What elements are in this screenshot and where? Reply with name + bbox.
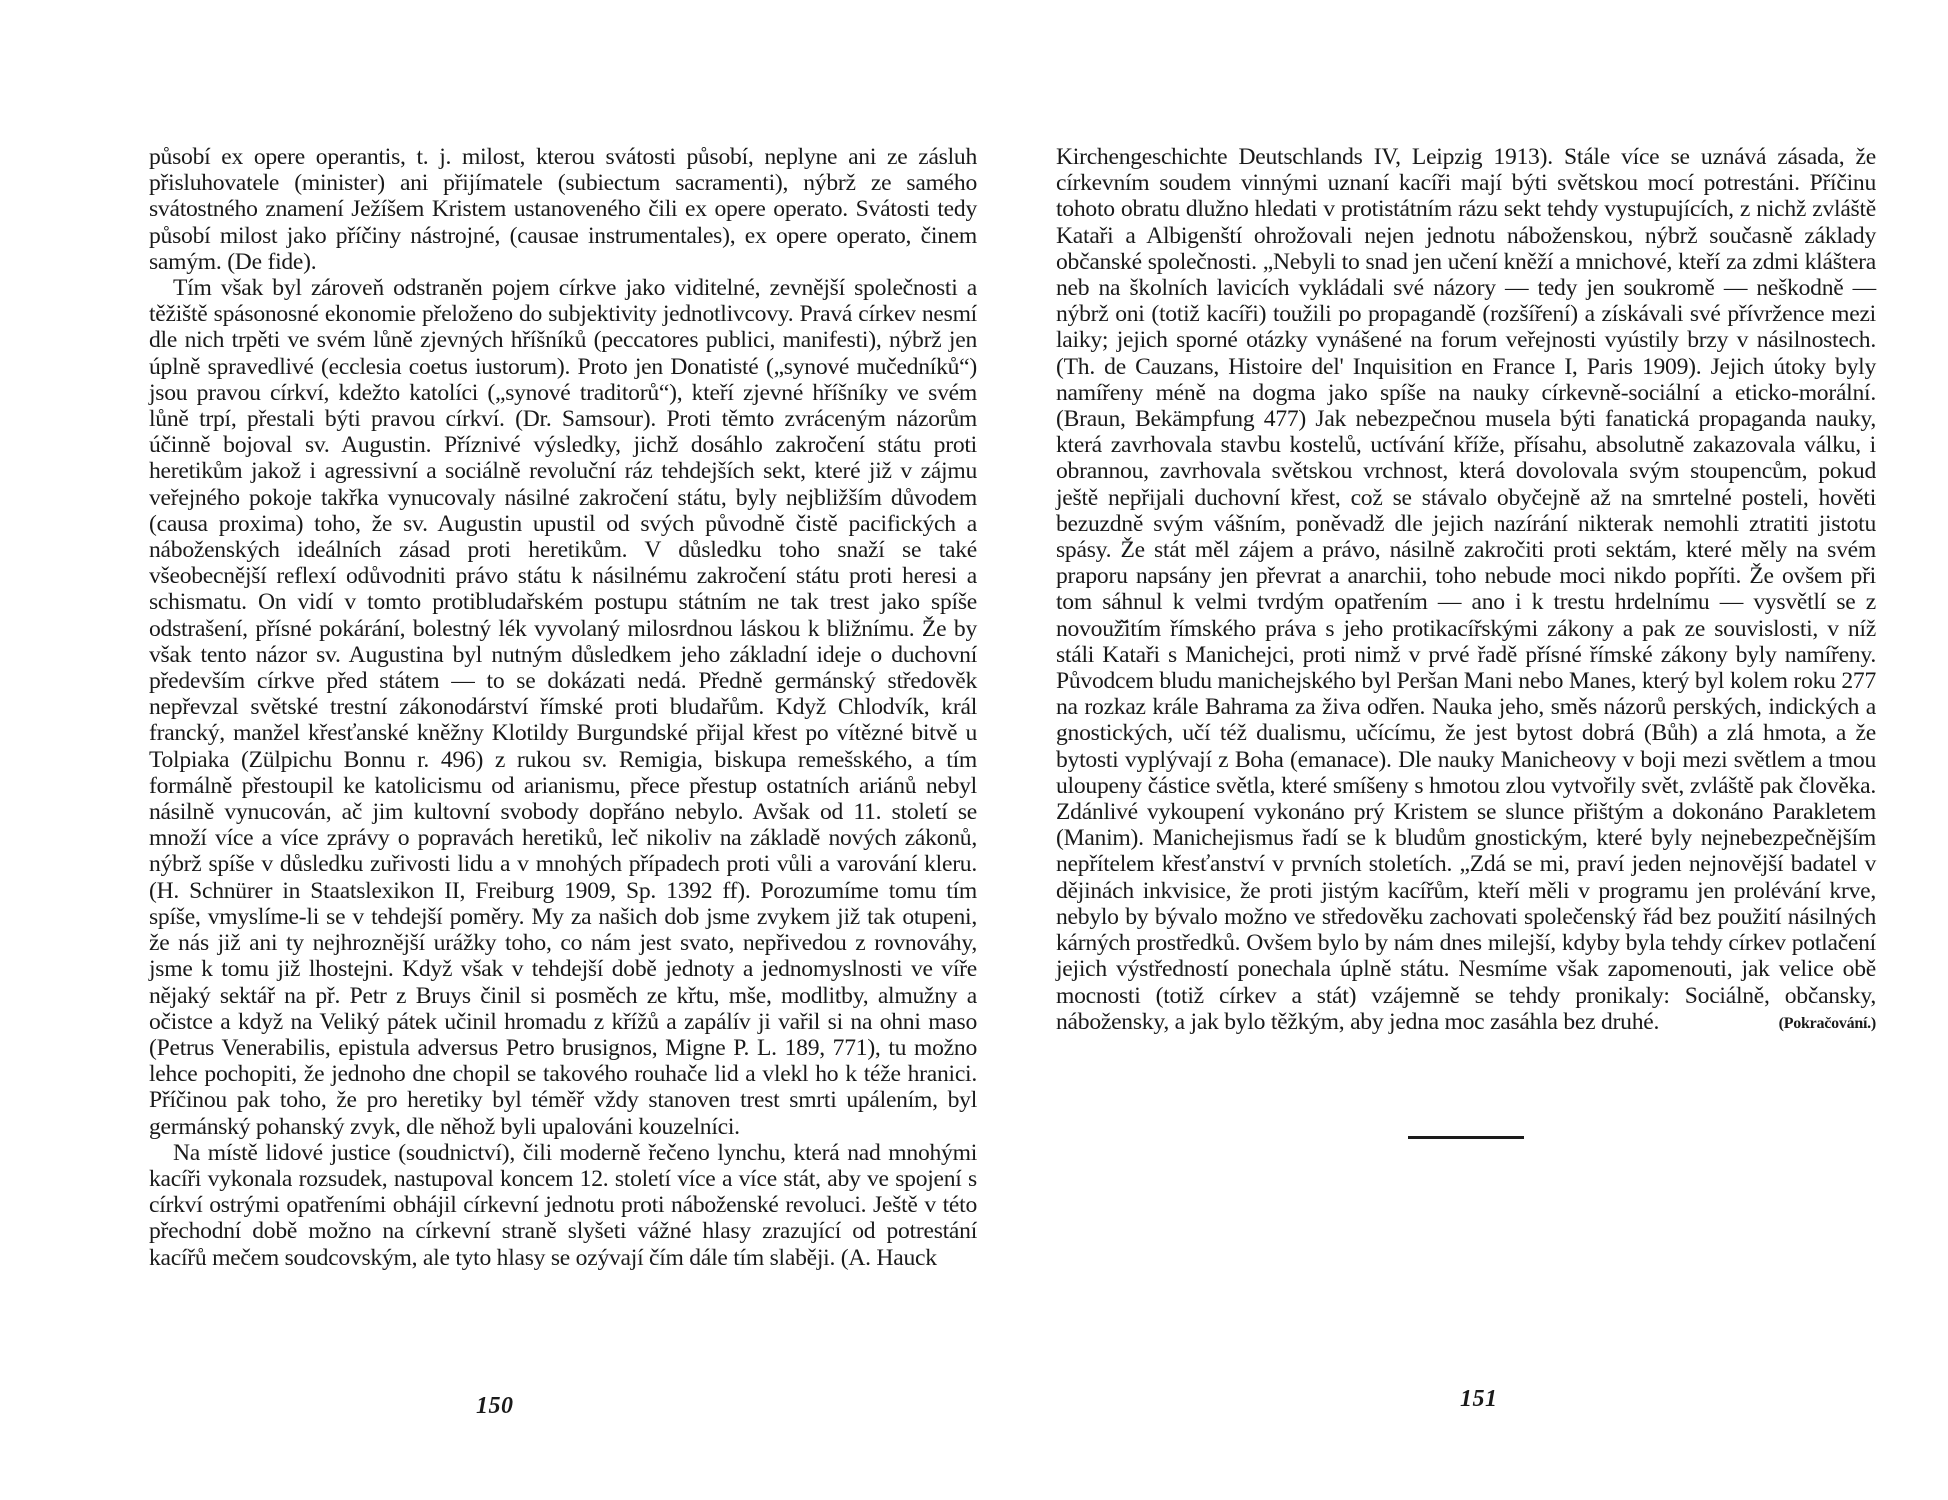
left-paragraph-3: Na místě lidové justice (soudnictví), čili moderně řečeno lynchu, která nad mnohými kacíři vykonala rozsudek, nastupoval koncem 12. století více a více stát, aby ve spojení s církví ostrými opatřeními obhájil církevní jednotu proti náboženské revoluci. Ještě v této přechodní době možno na církevní straně slyšeti vážné hlasy zrazující od potrestání kacířů mečem soudcovským, ale tyto hlasy se ozývají čím dále tím slaběji. (A. Hauck xyxy=(149,1139,977,1271)
left-page-text xyxy=(149,144,977,1271)
right-paragraph-body: Kirchengeschichte Deutschlands IV, Leipzig 1913). Stále více se uznává zásada, že církevním soudem vinnými uznaní kacíři mají býti světskou mocí potrestáni. Příčinu tohoto obratu dlužno hledati v protistátním rázu sekt tehdy vystupujících, z nichž zvláště Kataři a Albigenští ohrožovali nejen jednotu náboženskou, nýbrž současně základy občanské společnosti. „Nebyli to snad jen učení kněží a mnichové, kteří za zdmi klášterа neb na školních lavicích vykládali své názory — tedy jen soukromě — neškodně — nýbrž oni (totiž kacíři) toužili po propagandě (rozšíření) a získávali své přívržence mezi laiky; jejich sporné otázky vynášené na forum veřejnosti vyústily brzy v násilnostech. (Th. de Cauzans, Histoire del' Inquisition en France I, Paris 1909). Jejich útoky byly namířeny méně na dogma jako spíše na nauky církevně-sociální a eticko-morální. (Braun, Bekämpfung 477) Jak nebezpečnou musela býti fanatická propaganda nauky, která zavrhovala stavbu kostelů, uctívání kříže, přísahu, absolutně zakazovala válku, i obrannou, zavrhovala světskou vrchnost, která dovolovala svým stoupencům, pokud ještě nepřijali duchovní křest, což se stávalo obyčejně až na smrtelné posteli, hověti bezuzdně svým vášním, poněvadž dle jejich nazírání nikterak nemohli ztratiti jistotu spásy. Že stát měl zájem a právo, násilně zakročiti proti sektám, které měly na svém praporu napsány jen převrat a anarchii, toho nebude moci nikdo popříti. Že ovšem při tom sáhnul k velmi tvrdým opatřením — ano i k trestu hrdelnímu — vysvětlí se z novouž̌itím římského práva s jeho protikacířskými zákony a pak ze souvislosti, v níž stáli Kataři s Manichejci, proti nimž v prvé řadě přísné římské zákony byly namířeny. Původcem bludu manichejského byl Peršan Mani nebo Manes, který byl kolem roku 277 na rozkaz krále Bahrama za živa odřen. Nauka jeho, směs názorů perských, indických a gnostických, učí též dualismu, učícímu, že jest bytost dobrá (Bůh) a zlá hmota, a že bytosti vyplývají z Boha (emanace). Dle nauky Manicheovy v boji mezi světlem a tmou uloupeny částice světla, které smíšeny s hmotou zlou vytvořily svět, zvláště pak člověka. Zdánlivé vykoupení vykonáno prý Kristem se slunce přištým a dokonáno Parakletem (Manim). Manichejismus řadí se k bludům gnostickým, které byly nejnebezpečnějším nepřítelem křesťanství v prvních stoletích. „Zdá se mi, praví jeden nejnovější badatel v dějinách inkvisice, že proti jistým kacířům, kteří měli v programu jen prolévání krve, nebylo by bývalo možno ve středověku zachovati společenský řád bez použití násilných kárných prostředků. Ovšem bylo by nám dnes milejší, kdyby byla tehdy církev potlačení jejich výstředností ponechala úplně státu. Nesmíme však zapomenouti, jak velice obě mocnosti (totiž církev a stát) vzájemně se tehdy pronikaly: Sociálně, občansky, nábožensky, a jak bylo těžkým, aby jedna moc zasáhla bez druhé. xyxy=(1056,144,1876,1035)
section-end-rule xyxy=(1408,1136,1524,1139)
left-page-number: 150 xyxy=(476,1393,514,1419)
right-page-number: 151 xyxy=(1460,1386,1498,1412)
continued-label: (Pokračování.) xyxy=(1778,1014,1876,1032)
left-paragraph-1: působí ex opere operantis, t. j. milost, kterou svátosti působí, neplyne ani ze zásluh přisluhovatele (minister) ani přijímatele (subiectum sacramenti), nýbrž ze samého svátostného znamení Ježíšem Kristem ustanoveného čili ex opere operato. Svátosti tedy působí milost jako příčiny nástrojné, (causae instrumentales), ex opere operato, činem samým. (De fide). xyxy=(149,144,977,275)
right-page-text xyxy=(1056,144,1876,1037)
right-paragraph xyxy=(1056,144,1876,1035)
left-paragraph-2: Tím však byl zároveň odstraněn pojem církve jako viditelné, zevnější společnosti a těžiště spásonosné ekonomie přeloženo do subjektivity jednotlivcovy. Pravá církev nesmí dle nich trpěti ve svém lůně zjevných hříšníků (peccatores publici, manifesti), nýbrž jen úplně spravedlivé (ecclesia coetus iustorum). Proto jen Donatisté („synové mučedníků“) jsou pravou církví, kdežto katolíci („synové traditorů“), kteří zjevné hříšníky ve svém lůně trpí, přestali býti pravou církví. (Dr. Samsour). Proti těmto zvráceným názorům účinně bojoval sv. Augustin. Příznivé výsledky, jichž dosáhlo zakročení státu proti heretikům jakož i agressivní a sociálně revoluční ráz tehdejších sekt, které již v zájmu veřejného pokoje takřka vynucovaly násilné zakročení státu, byly nejbližším důvodem (causa proxima) toho, že sv. Augustin upustil od svých původně čistě pacifických a náboženských ideálních zásad proti heretikům. V důsledku toho snaží se také všeobecnější reflexí odůvodniti právo státu k násilnému zakročení státu proti heresi a schismatu. On vidí v tomto protibludařském postupu státním ne tak trest jako spíše odstrašení, přísné pokárání, bolestný lék vyvolaný milosrdnou láskou k bližnímu. Že by však tento názor sv. Augustina byl nutným důsledkem jeho základní ideje o duchovní především církve před státem — to se dokázati nedá. Předně germánský středověk nepřevzal světské trestní zákonodárství římské proti bludařům. Když Chlodvík, král francký, manžel křesťanské kněžny Klotildy Burgundské přijal křest po vítězné bitvě u Tolpiaka (Zülpichu Bonnu r. 496) z rukou sv. Remigia, biskupa remešského, a tím formálně přestoupil ke katolicismu od arianismu, přece přestup ostatních ariánů nebyl násilně vynucován, ač jim kultovní svobody dopřáno nebylo. Avšak od 11. století se množí více a více zprávy o popravách heretiků, leč nikoliv na základě nových zákonů, nýbrž spíše v důsledku zuřivosti lidu a v mnohých případech proti vůli a varování kleru. (H. Schnürer in Staatslexikon II, Freiburg 1909, Sp. 1392 ff). Porozumíme tomu tím spíše, vmyslíme-li se v tehdejší poměry. My za našich dob jsme zvykem již tak otupeni, že nás již ani ty nejhroznější urážky toho, co nám jest svato, nepřivedou z rovnováhy, jsme k tomu již lhostejni. Když však v tehdejší době jednoty a jednomyslnosti ve víře nějaký sektář na př. Petr z Bruys činil si posměch ze křtu, mše, modlitby, almužny a očistce a když na Veliký pátek učinil hromadu z křížů a zapálív ji vařil si na ohni maso (Petrus Venerabilis, epistula adversus Petro brusignos, Migne P. L. 189, 771), tu možno lehce pochopiti, že jednoho dne chopil se takového rouhače lid a vlekl ho k téže hranici. Příčinou pak toho, že pro heretiky byl téměř vždy stanoven trest smrti upálením, byl germánský pohanský zvyk, dle něhož byli upalováni kouzelníci. xyxy=(149,275,977,1140)
